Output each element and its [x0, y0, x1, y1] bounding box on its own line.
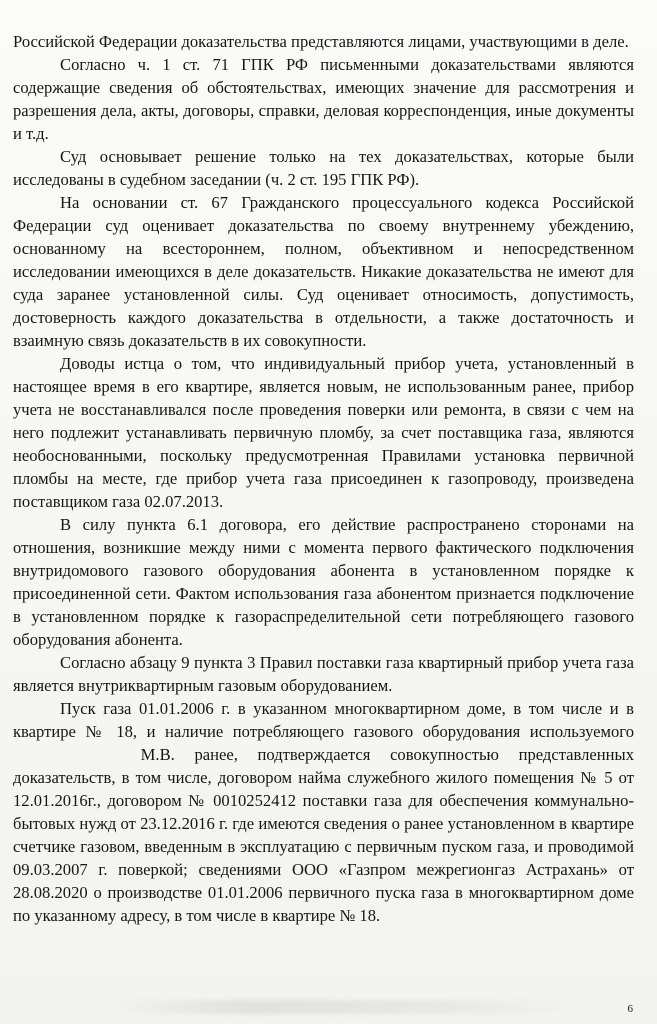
paragraph-gas-start-after-redaction: М.В. ранее, подтверждается совокупностью представленных доказательств, в том числе, договором найма служебного жилого помещения № 5 от 12.01.2016г., договором № 0010252412 поставки газа для обеспечения коммунально-бытовых нужд от 23.12.2016 г. где имеются сведения о ранее установленном в квартире счетчике газовом, введенным в эксплуатацию с первичным пуском газа, и проводимой 09.03.2007 г. поверкой; сведениями ООО «Газпром межрегионгаз Астрахань» от 28.08.2020 о производстве 01.01.2006 первичного пуска газа в многоквартирном доме по указанному адресу, в том числе в квартире № 18.: [13, 745, 635, 925]
page-number: 6: [627, 1003, 633, 1015]
paragraph: Суд основывает решение только на тех доказательствах, которые были исследованы в судебном заседании (ч. 2 ст. 195 ГПК РФ).: [13, 147, 634, 189]
paragraph-gas-start: [13, 697, 634, 927]
scan-smudge: [110, 1000, 580, 1014]
document-body: [13, 30, 634, 697]
paragraph-gas-start-before-redaction: Пуск газа 01.01.2006 г. в указанном многоквартирном доме, в том числе и в квартире № 18, и наличие потребляющего газового оборудования используемого: [13, 699, 634, 741]
paragraph: Согласно абзацу 9 пункта 3 Правил поставки газа квартирный прибор учета газа является внутриквартирным газовым оборудованием.: [13, 653, 634, 695]
redacted-name: [13, 759, 121, 760]
paragraph: В силу пункта 6.1 договора, его действие распространено сторонами на отношения, возникшие между ними с момента первого фактического подключения внутридомового газового оборудования абонента в установленном порядке к присоединенной сети. Фактом использования газа абонентом признается подключение в установленном порядке к газораспределительной сети потребляющего газового оборудования абонента.: [13, 515, 634, 649]
paragraph: Согласно ч. 1 ст. 71 ГПК РФ письменными доказательствами являются содержащие сведения об обстоятельствах, имеющих значение для рассмотрения и разрешения дела, акты, договоры, справки, деловая корреспонденция, иные документы и т.д.: [13, 55, 634, 143]
paragraph: Российской Федерации доказательства представляются лицами, участвующими в деле.: [13, 32, 629, 51]
paragraph: На основании ст. 67 Гражданского процессуального кодекса Российской Федерации суд оценивает доказательства по своему внутреннему убеждению, основанному на всестороннем, полном, объективном и непосредственном исследовании имеющихся в деле доказательств. Никакие доказательства не имеют для суда заранее установленной силы. Суд оценивает относимость, допустимость, достоверность каждого доказательства в отдельности, а также достаточность и взаимную связь доказательств в их совокупности.: [13, 193, 634, 350]
paragraph: Доводы истца о том, что индивидуальный прибор учета, установленный в настоящее время в его квартире, является новым, не использованным ранее, прибор учета не восстанавливался после проведения поверки или ремонта, в связи с чем на него подлежит устанавливать первичную пломбу, за счет поставщика газа, являются необоснованными, поскольку предусмотренная Правилами установка первичной пломбы на месте, где прибор учета газа присоединен к газопроводу, произведена поставщиком газа 02.07.2013.: [13, 354, 634, 511]
